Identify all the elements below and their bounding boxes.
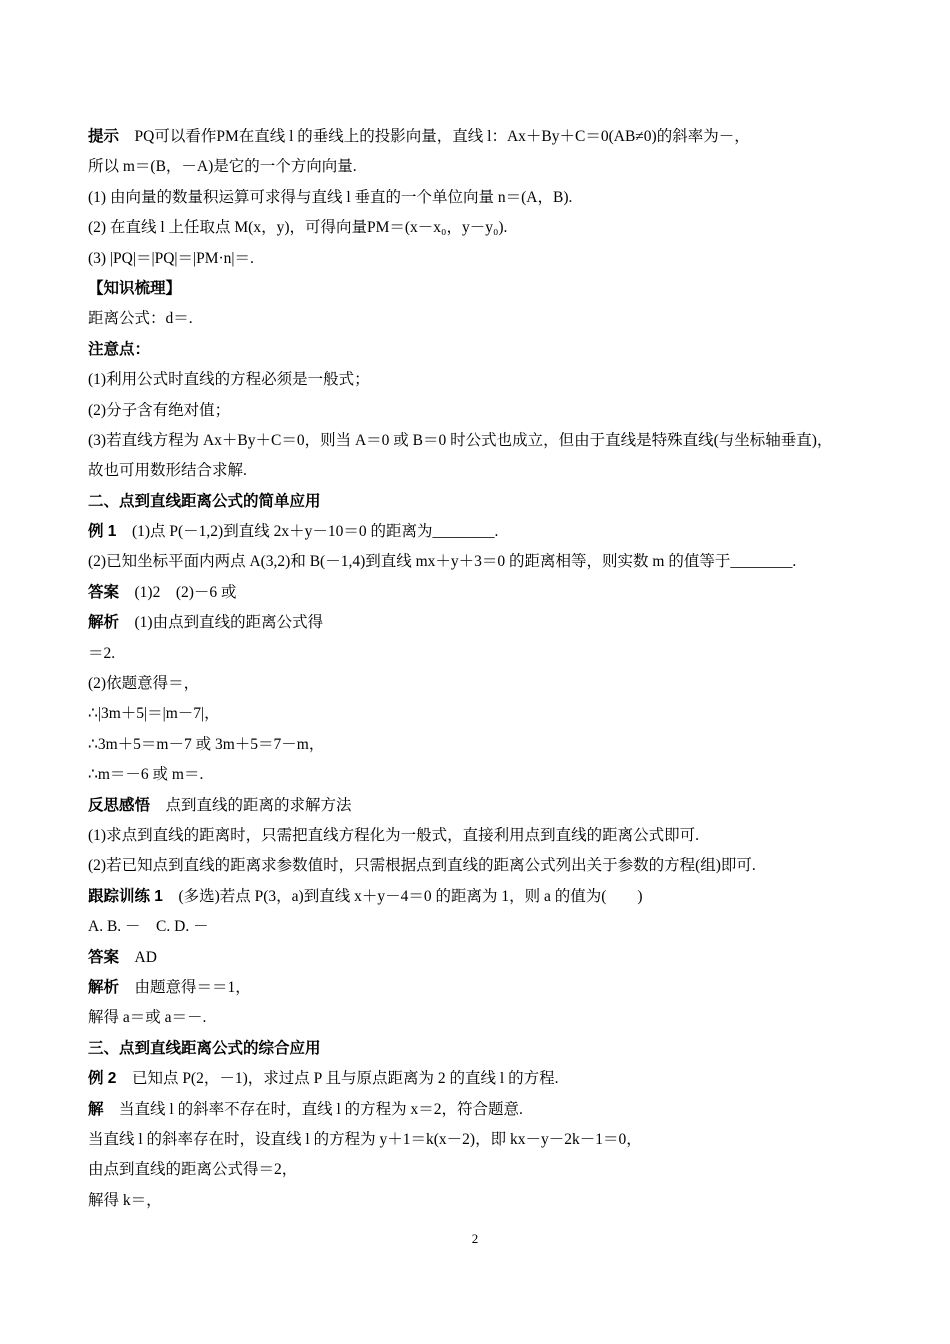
text-line: 答案 (1)2 (2)－6 或	[88, 583, 237, 601]
text-line: 解析 由题意得＝＝1，	[88, 978, 251, 996]
text-line: ∴m＝－6 或 m＝.	[88, 766, 204, 784]
text-line: 注意点：	[88, 340, 151, 358]
text-line: 所以 m＝(B，－A)是它的一个方向向量.	[88, 158, 357, 176]
text-line: ∴|3m＋5|＝|m－7|，	[88, 705, 220, 723]
text-line: (3) |PQ|＝|PQ|＝|PM·n|＝.	[88, 249, 254, 267]
section-heading: 二、点到直线距离公式的简单应用	[88, 492, 321, 510]
text-line: 反思感悟 点到直线的距离的求解方法	[88, 796, 352, 814]
text-line: (2)已知坐标平面内两点 A(3,2)和 B(－1,4)到直线 mx＋y＋3＝0 的距离相等，则实数 m 的值等于________.	[88, 553, 797, 571]
text-line: (1)利用公式时直线的方程必须是一般式；	[88, 371, 370, 389]
page-number: 2	[471, 1231, 479, 1246]
text-line: 提示 PQ可以看作PM在直线 l 的垂线上的投影向量，直线 l：Ax＋By＋C＝0(AB≠0)的斜率为－，	[88, 128, 750, 145]
text-line: 故也可用数形结合求解.	[88, 462, 247, 480]
document-body	[88, 122, 878, 1216]
text-line: 解 当直线 l 的斜率不存在时，直线 l 的方程为 x＝2，符合题意.	[88, 1100, 523, 1118]
text-line: (2) 在直线 l 上任取点 M(x，y)，可得向量PM＝(x－x₀，y－y₀).	[88, 219, 508, 237]
text-line: ∴3m＋5＝m－7 或 3m＋5＝7－m，	[88, 735, 325, 753]
text-line: (2)分子含有绝对值；	[88, 401, 231, 419]
text-line: 跟踪训练 1 (多选)若点 P(3，a)到直线 x＋y－4＝0 的距离为 1，则 a 的值为( )	[88, 887, 643, 905]
text-line: ＝2.	[88, 644, 116, 662]
text-line: (2)若已知点到直线的距离求参数值时，只需根据点到直线的距离公式列出关于参数的方程(组)即可.	[88, 857, 756, 875]
text-line: 当直线 l 的斜率存在时，设直线 l 的方程为 y＋1＝k(x－2)，即 kx－y－2k－1＝0，	[88, 1130, 642, 1148]
text-line: 答案 AD	[88, 948, 157, 966]
text-line: 距离公式：d＝.	[88, 310, 193, 328]
text-line: 解析 (1)由点到直线的距离公式得	[88, 614, 324, 632]
text-line: A. B. － C. D. －	[88, 918, 209, 936]
text-line: 由点到直线的距离公式得＝2，	[88, 1161, 298, 1179]
text-line: 例 1 (1)点 P(－1,2)到直线 2x＋y－10＝0 的距离为________.	[88, 523, 499, 541]
text-line: 解得 k＝，	[88, 1191, 162, 1209]
text-line: 解得 a＝或 a＝－.	[88, 1009, 207, 1027]
text-line: (1) 由向量的数量积运算可求得与直线 l 垂直的一个单位向量 n＝(A，B).	[88, 188, 573, 206]
text-line: (3)若直线方程为 Ax＋By＋C＝0，则当 A＝0 或 B＝0 时公式也成立，但由于直线是特殊直线(与坐标轴垂直)，	[88, 431, 833, 449]
text-line: (1)求点到直线的距离时，只需把直线方程化为一般式，直接利用点到直线的距离公式即可.	[88, 826, 699, 844]
section-heading: 三、点到直线距离公式的综合应用	[88, 1039, 321, 1057]
text-line: 例 2 已知点 P(2，－1)，求过点 P 且与原点距离为 2 的直线 l 的方程.	[88, 1070, 559, 1088]
section-heading: 【知识梳理】	[88, 279, 182, 297]
text-line: (2)依题意得＝，	[88, 675, 200, 693]
